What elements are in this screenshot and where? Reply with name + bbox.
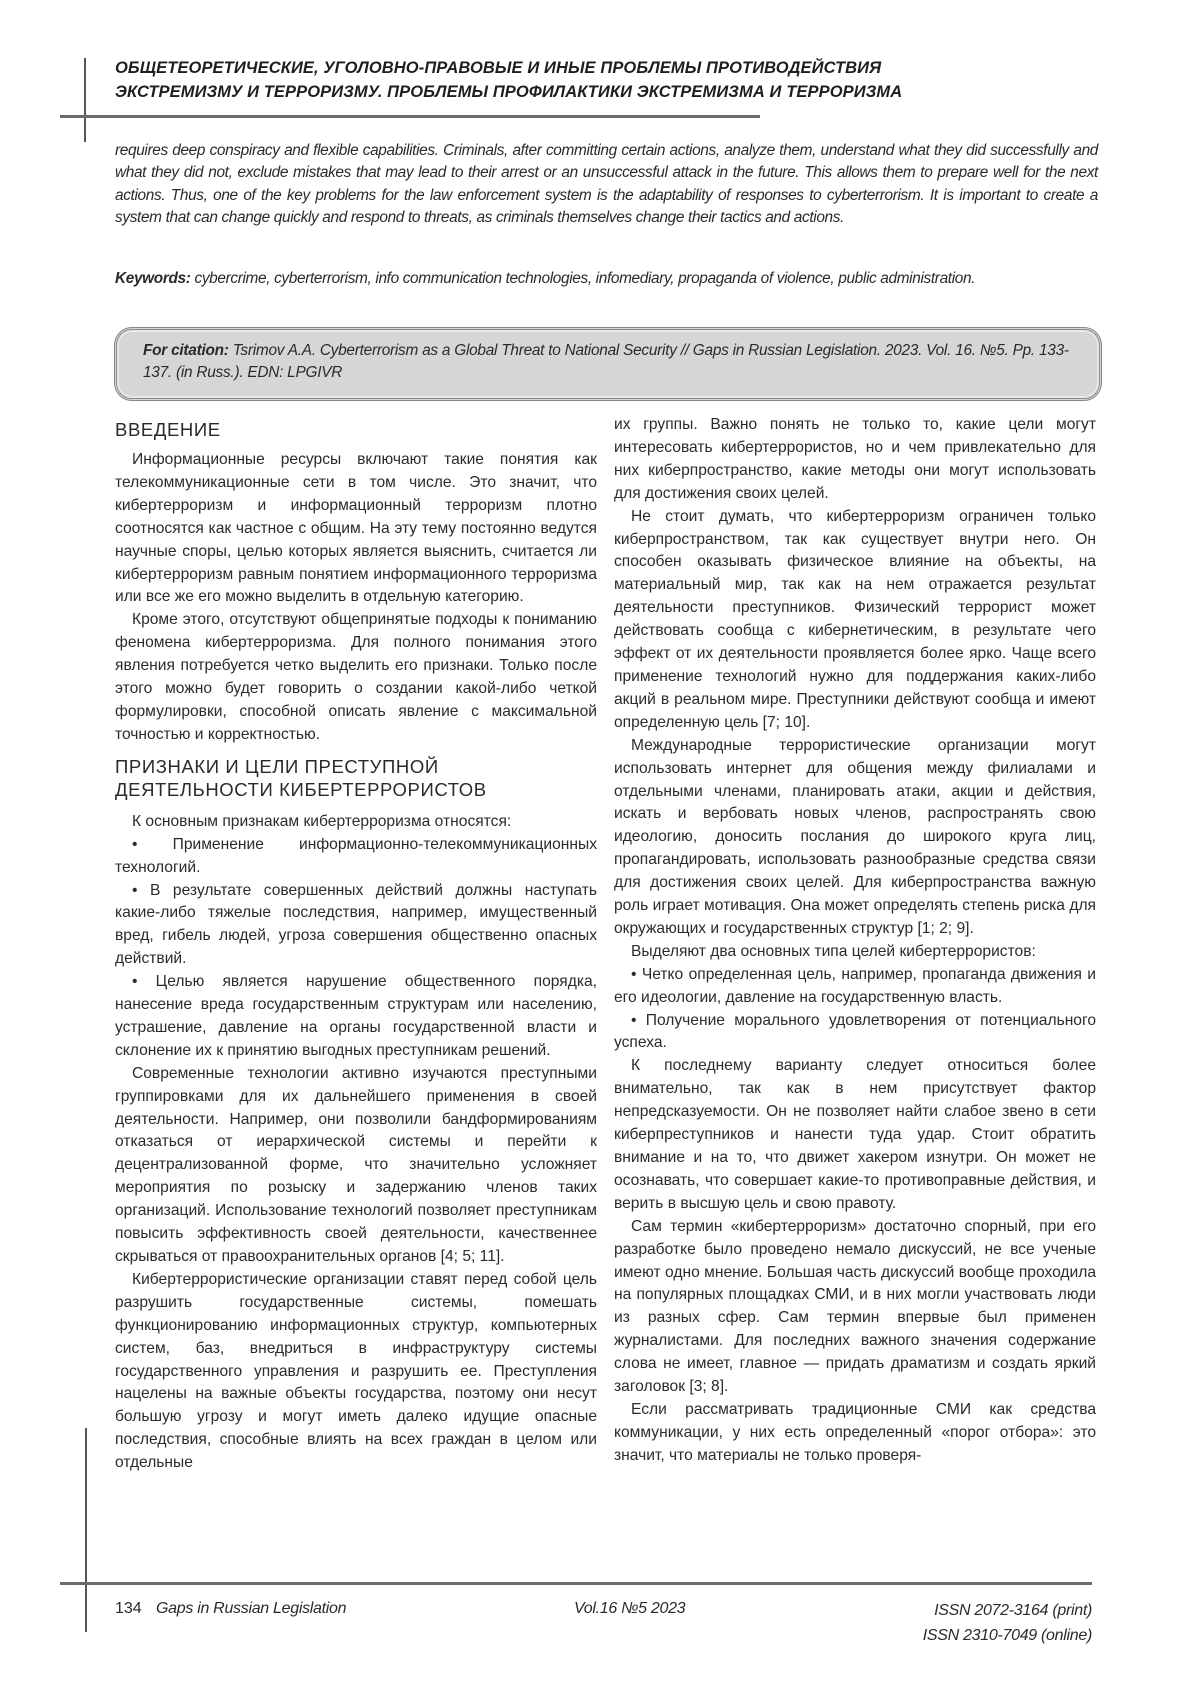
citation-label: For citation: <box>143 342 229 359</box>
paragraph: Международные террористические организации могут использовать интернет для общения между филиалами и отдельными членами, планировать атаки, акции и действия, искать и вербовать новых членов, распространять свою идеологию, доносить послания до широкого круга лиц, пропагандировать, использовать разнообразные средства связи для достижения своих целей. Для киберпространства важную роль играет мотивация. Она может определять степень риска для окружающих и государственных структур [1; 2; 9]. <box>614 736 1096 937</box>
bullet-item: • Целью является нарушение общественного порядка, нанесение вреда государственным структурам или населению, устрашение, давление на органы государственной власти и склонение их к принятию выгодных преступникам решений. <box>115 973 597 1059</box>
keywords <box>115 268 1098 290</box>
bullet-item: • В результате совершенных действий должны наступать какие-либо тяжелые последствия, например, имущественный вред, гибель людей, угроза совершения общественно опасных действий. <box>115 881 597 968</box>
bullet-item: • Четко определенная цель, например, пропаганда движения и его идеологии, давление на государственную власть. <box>614 965 1096 1006</box>
footer-vertical-rule <box>85 1428 87 1632</box>
paragraph: Выделяют два основных типа целей кибертеррористов: <box>631 942 1036 960</box>
paragraph: Информационные ресурсы включают такие понятия как телекоммуникационные сети в том числе. Это значит, что кибертерроризм и информационный терроризм плотно соотносятся как частное с общим. На эту тему постоянно ведутся научные споры, целью которых является выяснить, считается ли кибертерроризм равным понятием информационного терроризма или все же его можно выделить в отдельную категорию. <box>115 451 597 606</box>
bullet-item: • Получение морального удовлетворения от потенциального успеха. <box>614 1011 1096 1052</box>
header-vertical-rule <box>84 58 86 142</box>
header-horizontal-rule <box>60 115 760 118</box>
section-heading-introduction: ВВЕДЕНИЕ <box>115 419 221 440</box>
journal-name: Gaps in Russian Legislation <box>156 1600 347 1617</box>
keywords-text: cybercrime, cyberterrorism, info communication technologies, infomediary, propaganda of violence, public administration. <box>190 270 976 287</box>
paragraph: К основным признакам кибертерроризма относятся: <box>132 812 512 830</box>
running-head <box>115 56 1115 104</box>
citation-box <box>114 327 1102 401</box>
paragraph: Кибертеррористические организации ставят перед собой цель разрушить государственные системы, помешать функционированию информационных структур, компьютерных систем, баз, внедриться в инфраструктуру системы государственного управления и разрушить ее. Преступления нацелены на важные объекты государства, поэтому они несут большую угрозу и могут иметь далеко идущие опасные последствия, способные влиять на всех граждан в целом или отдельные <box>115 1270 597 1472</box>
paragraph: К последнему варианту следует относиться более внимательно, так как в нем присутствует фактор непредсказуемости. Он не позволяет найти слабое звено в сети киберпреступников и нанести туда удар. Стоит обратить внимание и на то, что движет хакером изнутри. Он может не осознавать, что совершает какие-то противоправные действия, и верить в высшую цель и свою правоту. <box>614 1057 1096 1212</box>
paragraph: Современные технологии активно изучаются преступными группировками для их дальнейшего применения в своей деятельности. Например, они позволили бандформированиям отказаться от иерархической системы и перейти к децентрализованной форме, что значительно усложняет мероприятия по розыску и задержанию членов таких организаций. Использование технологий позволяет преступникам повысить эффективность своей деятельности, качественнее скрываться от правоохранительных органов [4; 5; 11]. <box>115 1064 597 1265</box>
left-column <box>115 418 597 1475</box>
paragraph: Если рассматривать традиционные СМИ как средства коммуникации, у них есть определенный «порог отбора»: это значит, что материалы не только проверя- <box>614 1400 1096 1464</box>
issn-block <box>923 1598 1092 1648</box>
abstract-continued: requires deep conspiracy and flexible capabilities. Criminals, after committing certain actions, analyze them, understand what they did successfully and what they did not, exclude mistakes that may lead to their arrest or an unsuccessful attack in the future. This allows them to prepare well for the next actions. Thus, one of the key problems for the law enforcement system is the adaptability of responses to cyberterrorism. It is important to create a system that can change quickly and respond to threats, as criminals themselves change their tactics and actions. <box>115 142 1098 227</box>
paragraph: Не стоит думать, что кибертерроризм ограничен только киберпространством, так как существует внутри него. Он способен оказывать физическое влияние на объекты, на материальный мир, так как на нем отражается результат деятельности преступников. Физический террорист может действовать сообща с кибернетическим, в результате чего эффект от их деятельности проявляется более ярко. Чаще всего применение технологий нужно для поддержания каких-либо акций в реальном мире. Преступники действуют сообща и имеют определенную цель [7; 10]. <box>614 507 1096 731</box>
paragraph: их группы. Важно понять не только то, какие цели могут интересовать кибертеррористов, но и чем привлекательно для них киберпространство, какие методы они могут использовать для достижения своих целей. <box>614 416 1096 502</box>
right-column <box>614 414 1096 1468</box>
footer-horizontal-rule <box>60 1582 1092 1585</box>
paragraph: Сам термин «кибертерроризм» достаточно спорный, при его разработке было проведено немало дискуссий, не все ученые имеют одно мнение. Большая часть дискуссий вообще проходила на популярных площадках СМИ, и в них могли участвовать люди из разных сфер. Сам термин впервые был применен журналистами. Для последних важного значения содержание слова не имеет, главное — придать драматизм и создать яркий заголовок [3; 8]. <box>614 1217 1096 1396</box>
issn-online: ISSN 2310-7049 (online) <box>922 1627 1092 1644</box>
bullet-item: • Применение информационно-телекоммуникационных технологий. <box>115 835 597 876</box>
paragraph: Кроме этого, отсутствуют общепринятые подходы к пониманию феномена кибертерроризма. Для полного понимания этого явления потребуется четко выделить его признаки. Только после этого можно будет говорить о создании какой-либо четкой формулировки, способной описать явление с максимальной точностью и корректностью. <box>115 611 597 743</box>
keywords-label: Keywords: <box>115 270 191 287</box>
section-heading-signs-and-goals: ПРИЗНАКИ И ЦЕЛИ ПРЕСТУПНОЙ ДЕЯТЕЛЬНОСТИ КИБЕРТЕРРОРИСТОВ <box>115 755 487 800</box>
running-head-line-1: ОБЩЕТЕОРЕТИЧЕСКИЕ, УГОЛОВНО-ПРАВОВЫЕ И ИНЫЕ ПРОБЛЕМЫ ПРОТИВОДЕЙСТВИЯ <box>115 59 882 77</box>
running-head-line-2: ЭКСТРЕМИЗМУ И ТЕРРОРИЗМУ. ПРОБЛЕМЫ ПРОФИЛАКТИКИ ЭКСТРЕМИЗМА И ТЕРРОРИЗМА <box>115 83 903 101</box>
citation-text <box>143 340 1073 384</box>
citation-body: Tsrimov A.A. Cyberterrorism as a Global Threat to National Security // Gaps in Russian Legislation. 2023. Vol. 16. №5. Pp. 133-137. (in Russ.). EDN: LPGIVR <box>143 342 1069 381</box>
page-number: 134 <box>115 1600 142 1617</box>
issn-print: ISSN 2072-3164 (print) <box>934 1602 1092 1619</box>
volume-issue: Vol.16 №5 2023 <box>574 1600 686 1617</box>
